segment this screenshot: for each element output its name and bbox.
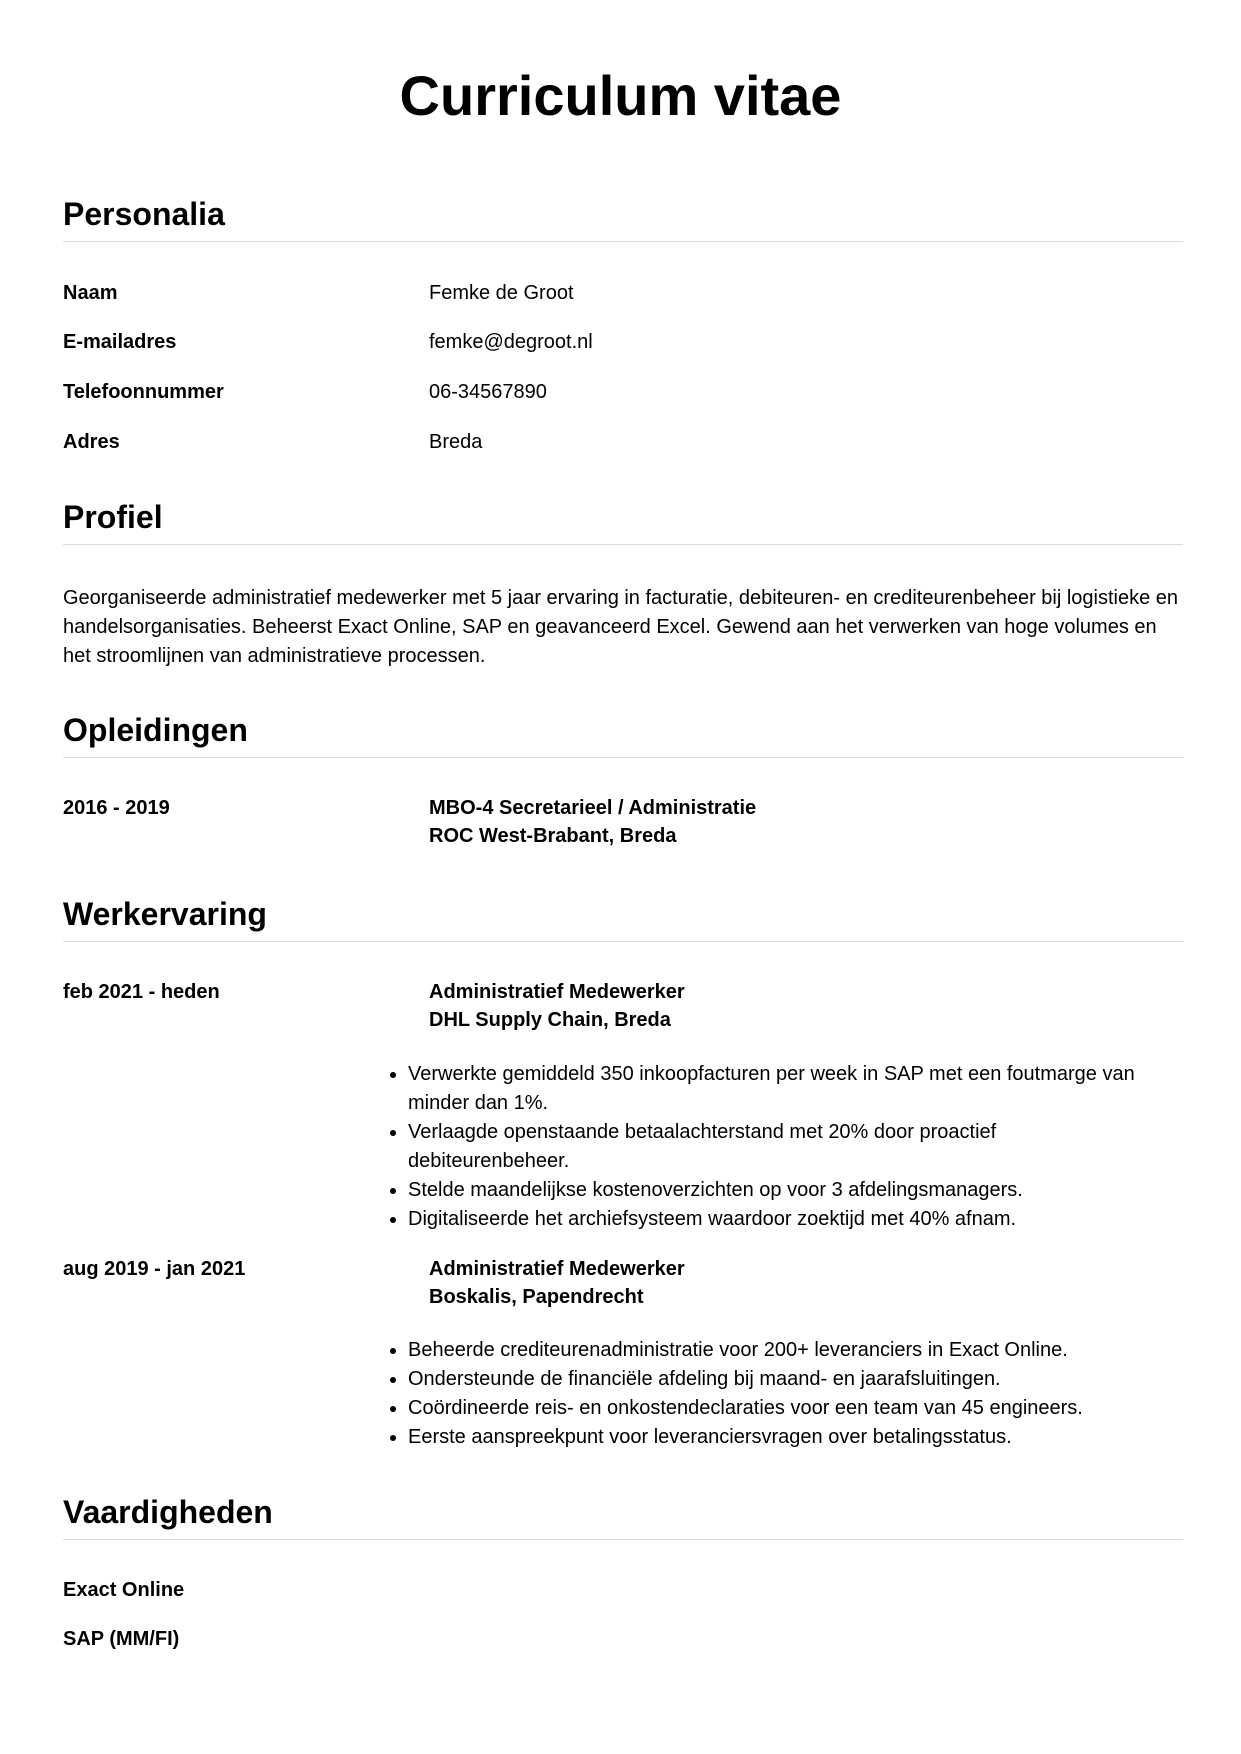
education-period: 2016 - 2019 xyxy=(63,797,170,819)
experience-bullets xyxy=(366,1336,1143,1452)
experience-heading xyxy=(429,1255,1189,1311)
section-vaardigheden xyxy=(63,1492,1183,1532)
job-title: Administratief Medewerker xyxy=(429,981,685,1003)
field-label: Adres xyxy=(63,431,120,453)
education-institution: ROC West-Brabant, Breda xyxy=(429,825,677,847)
section-opleidingen xyxy=(63,710,1183,750)
section-divider xyxy=(63,241,1183,242)
field-label: Telefoonnummer xyxy=(63,381,224,403)
document-title: Curriculum vitae xyxy=(399,64,842,127)
skill-item: SAP (MM/FI) xyxy=(63,1628,180,1650)
experience-period: feb 2021 - heden xyxy=(63,981,220,1003)
education-title: MBO-4 Secretarieel / Administratie xyxy=(429,797,757,819)
section-personalia xyxy=(63,194,1183,234)
list-item: • Digitaliseerde het archiefsysteem waardoor zoektijd met 40% afnam. xyxy=(408,1205,1143,1234)
list-item: • Beheerde crediteurenadministratie voor 200+ leveranciers in Exact Online. xyxy=(408,1336,1143,1365)
education-details xyxy=(429,794,1189,850)
job-company: DHL Supply Chain, Breda xyxy=(429,1009,671,1031)
section-profiel xyxy=(63,497,1183,537)
job-company: Boskalis, Papendrecht xyxy=(429,1286,644,1308)
section-divider xyxy=(63,941,1183,942)
section-heading-opleidingen: Opleidingen xyxy=(63,712,248,748)
section-divider xyxy=(63,757,1183,758)
list-item: • Ondersteunde de financiële afdeling bij maand- en jaarafsluitingen. xyxy=(408,1365,1143,1394)
section-heading-personalia: Personalia xyxy=(63,196,225,232)
section-heading-profiel: Profiel xyxy=(63,499,163,535)
list-item: • Verwerkte gemiddeld 350 inkoopfacturen per week in SAP met een foutmarge van minder dan 1%. xyxy=(408,1060,1143,1118)
profile-text: Georganiseerde administratief medewerker met 5 jaar ervaring in facturatie, debiteuren- en crediteurenbeheer bij logistieke en handelsorganisaties. Beheerst Exact Online, SAP en geavanceerd Excel. Gewend aan het verwerken van hoge volumes en het stroomlijnen van administratieve processen. xyxy=(63,587,1179,667)
field-value: femke@degroot.nl xyxy=(429,331,593,353)
experience-bullets xyxy=(366,1060,1143,1234)
field-value: 06-34567890 xyxy=(429,381,547,403)
field-label: E-mailadres xyxy=(63,331,177,353)
field-value: Femke de Groot xyxy=(429,282,574,304)
list-item: • Coördineerde reis- en onkostendeclaraties voor een team van 45 engineers. xyxy=(408,1394,1143,1423)
field-label: Naam xyxy=(63,282,118,304)
section-heading-werkervaring: Werkervaring xyxy=(63,896,267,932)
experience-heading xyxy=(429,978,1189,1034)
job-title: Administratief Medewerker xyxy=(429,1258,685,1280)
section-divider xyxy=(63,544,1183,545)
section-heading-vaardigheden: Vaardigheden xyxy=(63,1494,273,1530)
list-item: • Verlaagde openstaande betaalachterstand met 20% door proactief debiteurenbeheer. xyxy=(408,1118,1143,1176)
experience-period: aug 2019 - jan 2021 xyxy=(63,1258,246,1280)
section-werkervaring xyxy=(63,894,1183,934)
list-item: • Eerste aanspreekpunt voor leveranciersvragen over betalingsstatus. xyxy=(408,1423,1143,1452)
field-value: Breda xyxy=(429,431,483,453)
section-divider xyxy=(63,1539,1183,1540)
skill-item: Exact Online xyxy=(63,1579,185,1601)
list-item: • Stelde maandelijkse kostenoverzichten op voor 3 afdelingsmanagers. xyxy=(408,1176,1143,1205)
